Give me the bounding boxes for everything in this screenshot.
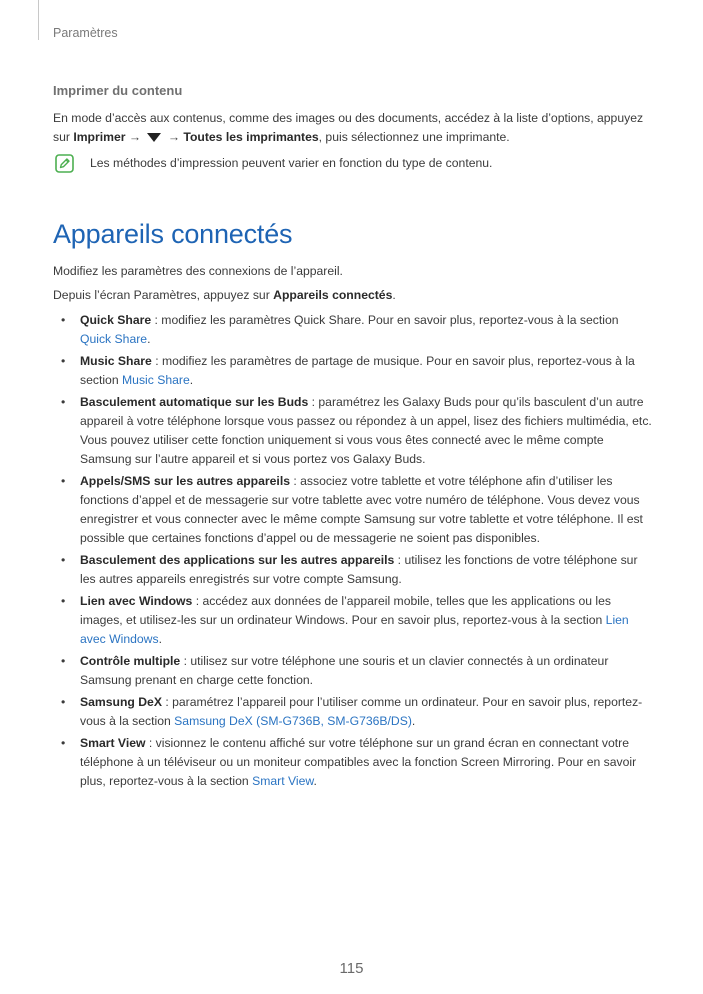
section-title: Appareils connectés [53,219,293,249]
list-item-app-continuity: • Basculement des applications sur les autres appareils : utilisez les fonctions de votre téléphone sur les autres appareils enregistrés sur votre compte Samsung. [53,551,653,589]
link-music-share[interactable]: Music Share [122,372,190,387]
page-number: 115 [339,960,364,977]
section-intro: Modifiez les paramètres des connexions de l’appareil. [53,264,343,278]
list-item-smart-view: • Smart View : visionnez le contenu affiché sur votre téléphone sur un grand écran en connectant votre téléphone à un téléviseur ou un moniteur compatibles avec la fonction Screen Mirroring. Pour en savoir plus, reportez-vous à la section Smart View. [53,734,653,790]
link-quick-share[interactable]: Quick Share [80,331,148,346]
list-item-multi-control: • Contrôle multiple : utilisez sur votre téléphone une souris et un clavier connectés à un ordinateur Samsung prenant en charge cette fonction. [53,652,653,690]
margin-rule [38,0,39,40]
print-instructions: En mode d’accès aux contenus, comme des images ou des documents, accédez à la liste d’options, appuyez sur Imprimer → → Toutes les imprimantes, puis sélectionnez une imprimante. [53,111,644,144]
list-item-auto-switch-buds: • Basculement automatique sur les Buds : paramétrez les Galaxy Buds pour qu’ils basculent d’un autre appareil à votre téléphone lorsque vous passez ou répondez à un appel, lisez des fichiers multimédia, etc. Vous pouvez utiliser cette fonction uniquement si vous vous êtes connecté avec le même compte Samsung sur l’autre appareil et si vous portez vos Galaxy Buds. [53,393,653,468]
list-item-calls-sms: • Appels/SMS sur les autres appareils : associez votre tablette et votre téléphone afin d’utiliser les fonctions d’appel et de messagerie sur votre tablette avec votre numéro de téléphone. Vous devez vous enregistrer et vous connecter avec le même compte Samsung sur votre tablette et votre téléphone. Il est possible que certaines fonctions d’appel ou de messagerie ne soient pas disponibles. [53,472,653,547]
all-printers-label: Toutes les imprimantes [183,129,319,144]
dropdown-triangle-icon [147,133,161,142]
list-item-link-to-windows: • Lien avec Windows : accédez aux données de l’appareil mobile, telles que les applications ou les images, et utilisez-les sur un ordinateur Windows. Pour en savoir plus, reportez-vous à la section Lien avec Windows. [53,592,653,648]
list-item-quick-share: • Quick Share : modifiez les paramètres Quick Share. Pour en savoir plus, reportez-vous à la section Quick Share. [53,311,653,349]
print-option-label: Imprimer [73,129,126,144]
options-list [53,311,653,794]
running-header: Paramètres [53,26,118,40]
print-section-title: Imprimer du contenu [53,83,183,98]
note-pencil-icon [55,154,74,173]
link-samsung-dex[interactable]: Samsung DeX (SM-G736B, SM-G736B/DS) [174,714,412,729]
settings-path: Depuis l’écran Paramètres, appuyez sur Appareils connectés. [53,288,396,302]
link-link-to-windows[interactable]: Lien avec Windows [80,612,629,646]
connected-devices-label: Appareils connectés [273,288,393,302]
link-smart-view[interactable]: Smart View [252,774,314,789]
list-item-music-share: • Music Share : modifiez les paramètres de partage de musique. Pour en savoir plus, reportez-vous à la section Music Share. [53,352,653,390]
print-note: Les méthodes d’impression peuvent varier en fonction du type de contenu. [90,156,493,170]
list-item-samsung-dex: • Samsung DeX : paramétrez l’appareil pour l’utiliser comme un ordinateur. Pour en savoir plus, reportez-vous à la section Samsung DeX (SM-G736B, SM-G736B/DS). [53,693,653,731]
